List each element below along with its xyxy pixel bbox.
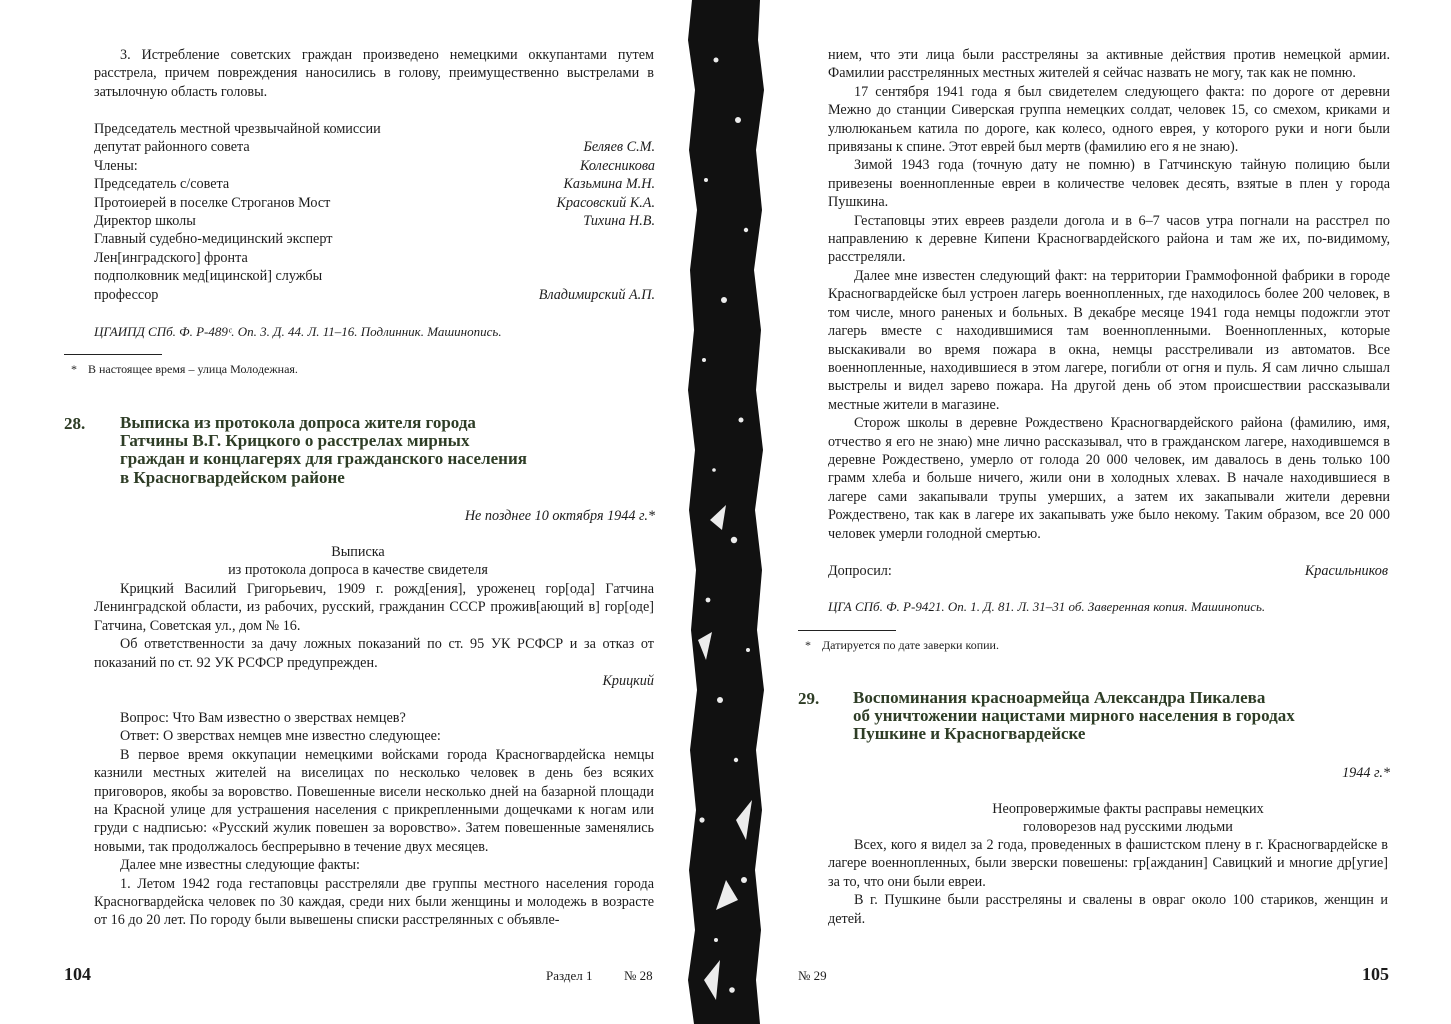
testimony-continued	[828, 46, 1390, 543]
paragraph-extermination: 3. Истребление советских граждан произведено немецкими оккупантами путем расстрела, причем повреждения наносились в голову, преимущественно выстрелами в затылочную область головы.	[94, 47, 654, 100]
signature-row: Председатель местной чрезвычайной комиссии	[94, 121, 381, 137]
section-label: Раздел 1	[546, 968, 593, 983]
paragraph-gestapo: Гестаповцы этих евреев раздели догола и в 6–7 часов утра погнали на расстрел по направлению к деревне Кипени Красногвардейского района и там же их, по-видимому, расстреляли.	[828, 212, 1390, 266]
footnote-rule	[798, 630, 896, 631]
footnote-rule	[64, 354, 162, 355]
interrogator-name: Красильников	[1304, 563, 1388, 579]
paragraph-warning: Об ответственности за дачу ложных показаний по ст. 95 УК РСФСР и за отказ от показаний по ст. 92 УК РСФСР предупрежден.	[94, 636, 654, 671]
memoir-text	[828, 836, 1388, 928]
page-number: 104	[64, 964, 91, 984]
memoir-title-1: Неопровержимые факты расправы немецких	[992, 801, 1264, 817]
signature-row: Председатель с/совета Казьмина М.Н.	[94, 176, 655, 193]
witness-signature: Крицкий	[602, 673, 654, 690]
interrogation-text	[94, 709, 654, 930]
document-date: 1944 г.*	[1342, 765, 1390, 781]
extract-title: Выписка	[331, 544, 385, 560]
left-page	[0, 0, 686, 1024]
paragraph-pushkin: В г. Пушкине были расстреляны и свалены в овраг около 100 стариков, женщин и детей.	[828, 892, 1388, 927]
paragraph-fact-1: 1. Летом 1942 года гестаповцы расстреляли две группы местного населения города Красногвардейска человек по 30 каждая, среди них были женщины и молодежь в возрасте от 16 до 20 лет. По городу были вывешены списки расстрелянных с объявле-	[94, 875, 654, 929]
interrogator-label: Допросил:	[828, 563, 892, 579]
page-number: 105	[1362, 964, 1389, 984]
paragraph-winter-1943: Зимой 1943 года (точную дату не помню) в Гатчинскую тайную полицию были привезены военнопленные евреи в количестве человек десять, взятые в плен у города Пушкина.	[828, 157, 1390, 211]
question: Вопрос: Что Вам известно о зверствах немцев?	[120, 710, 406, 726]
footnote	[794, 638, 1354, 653]
paragraph-hanged: Всех, кого я видел за 2 года, проведенных в фашистском плену в г. Красногвардейске в лагере военнопленных, были зверски повешены: гр[ажданин] Савицкий и многие др[угие] за то, что они были евреи.	[828, 837, 1388, 890]
paragraph-facts: Далее мне известны следующие факты:	[120, 857, 360, 874]
witness-intro	[94, 580, 654, 690]
document-ref: № 29	[798, 968, 827, 983]
right-page	[766, 0, 1451, 1024]
footnote-marker: *	[71, 362, 77, 376]
footnote	[60, 362, 620, 377]
interrogator-signature	[828, 562, 1388, 580]
footnote-marker: *	[805, 638, 811, 652]
footnote-text: Датируется по дате заверки копии.	[822, 638, 999, 652]
document-title: Выписка из протокола допроса жителя города Гатчины В.Г. Крицкого о расстрелах мирных граждан и концлагерях для гражданского населения в Красногвардейском районе	[120, 413, 527, 487]
closing-paragraph	[94, 46, 654, 101]
signature-row: Директор школы Тихина Н.В.	[94, 212, 655, 229]
paragraph-witness: Крицкий Василий Григорьевич, 1909 г. рожд[ения], уроженец гор[ода] Гатчина Ленинградской области, из рабочих, русский, гражданин СССР прожив[ающий в] гор[оде] Гатчина, Советская ул., дом № 16.	[94, 581, 654, 634]
document-ref: № 28	[624, 968, 653, 983]
spine-texture	[686, 0, 766, 1024]
signature-row: Члены: Колесникова	[94, 157, 655, 174]
paragraph-occupation: В первое время оккупации немецкими войсками города Красногвардейска немцы казнили местных жителей на виселицах по несколько человек в день без всяких приговоров, якобы за воровство. Повешенные висели несколько дней на базарной площади на Красной улице для устрашения населения с прикрепленными дощечками к ногам или груди с надписью: «Русский жулик повешен за воровство». Затем повешенные заменялись новыми, так продолжалось беспрерывно в течение двух месяцев.	[94, 746, 654, 855]
archive-source: ЦГА СПб. Ф. Р-9421. Оп. 1. Д. 81. Л. 31–31 об. Заверенная копия. Машинопись.	[828, 599, 1266, 614]
signature-row: подполковник мед[ицинской] службы	[94, 268, 323, 285]
document-number: 29.	[798, 689, 820, 708]
paragraph-rozhdestveno: Сторож школы в деревне Рождествено Красногвардейского района (фамилию, имя, отчество я его не знаю) мне лично рассказывал, что в гражданском лагере, находившемся в деревне Рождествено, умерло от голода 20 000 человек, им давалось в день только 100 грамм хлеба и больше ничего, жили они в холодных хлевах. В начале находившиеся в лагере сами закапывали трупы умерших, а затем их закапывали жители деревни Рождествено, так как в лагере их закапывать уже было некому. Таким образом, все 20 000 человек умерли голодной смертью.	[828, 415, 1390, 542]
document-title: Воспоминания красноармейца Александра Пикалева об уничтожении нацистами мирного населения в городах Пушкине и Красногвардейске	[853, 688, 1295, 744]
signature-row: Протоиерей в поселке Строганов Мост Красовский К.А.	[94, 194, 655, 211]
paragraph-september-1941: 17 сентября 1941 года я был свидетелем следующего факта: по дороге от деревни Межно до станции Сиверская группа немецких солдат, человек 15, со смехом, криками и улюлюканьем катила по дороге, как колесо, одного еврея, у которого руки и ноги были привязаны к спине. Этот еврей был мертв (фамилию его я не знаю).	[828, 83, 1390, 156]
memoir-header	[828, 800, 1428, 837]
signature-row: профессор Владимирский А.П.	[94, 286, 655, 303]
document-date: Не позднее 10 октября 1944 г.*	[464, 508, 655, 524]
paragraph-continuation: нием, что эти лица были расстреляны за активные действия против немецкой армии. Фамилии расстрелянных местных жителей я сейчас назвать не могу, так как не помню.	[828, 47, 1390, 82]
signature-block	[94, 120, 655, 304]
signature-row: депутат районного совета Беляев С.М.	[94, 139, 655, 156]
memoir-title-2: головорезов над русскими людьми	[1023, 819, 1233, 836]
footnote-text: В настоящее время – улица Молодежная.	[88, 362, 298, 376]
document-number: 28.	[64, 414, 86, 433]
extract-subtitle: из протокола допроса в качестве свидетеля	[228, 562, 488, 579]
signature-row: Лен[инградского] фронта	[94, 249, 248, 266]
extract-header	[94, 543, 622, 580]
signature-row: Главный судебно-медицинский эксперт	[94, 231, 333, 248]
answer: Ответ: О зверствах немцев мне известно следующее:	[120, 728, 441, 745]
paragraph-pow-camp: Далее мне известен следующий факт: на территории Граммофонной фабрики в городе Красногвардейске был устроен лагерь военнопленных, где находилось более 200 человек, в том числе, много раненых и больных. В декабре месяце 1941 года немцы подожгли этот лагерь вместе с находившимися там военнопленными. Военнопленных, которые выскакивали во время пожара в окна, немцы расстреливали из автоматов. Все военнопленные, находившиеся в этом лагере, погибли от огня и пуль. Я сам лично слышал выстрелы и видел зарево пожара. На другой день об этом происшествии рассказывали местные жители в магазине.	[828, 267, 1390, 413]
archive-source: ЦГАИПД СПб. Ф. Р-489ᶜ. Оп. 3. Д. 44. Л. 11–16. Подлинник. Машинопись.	[94, 324, 502, 339]
